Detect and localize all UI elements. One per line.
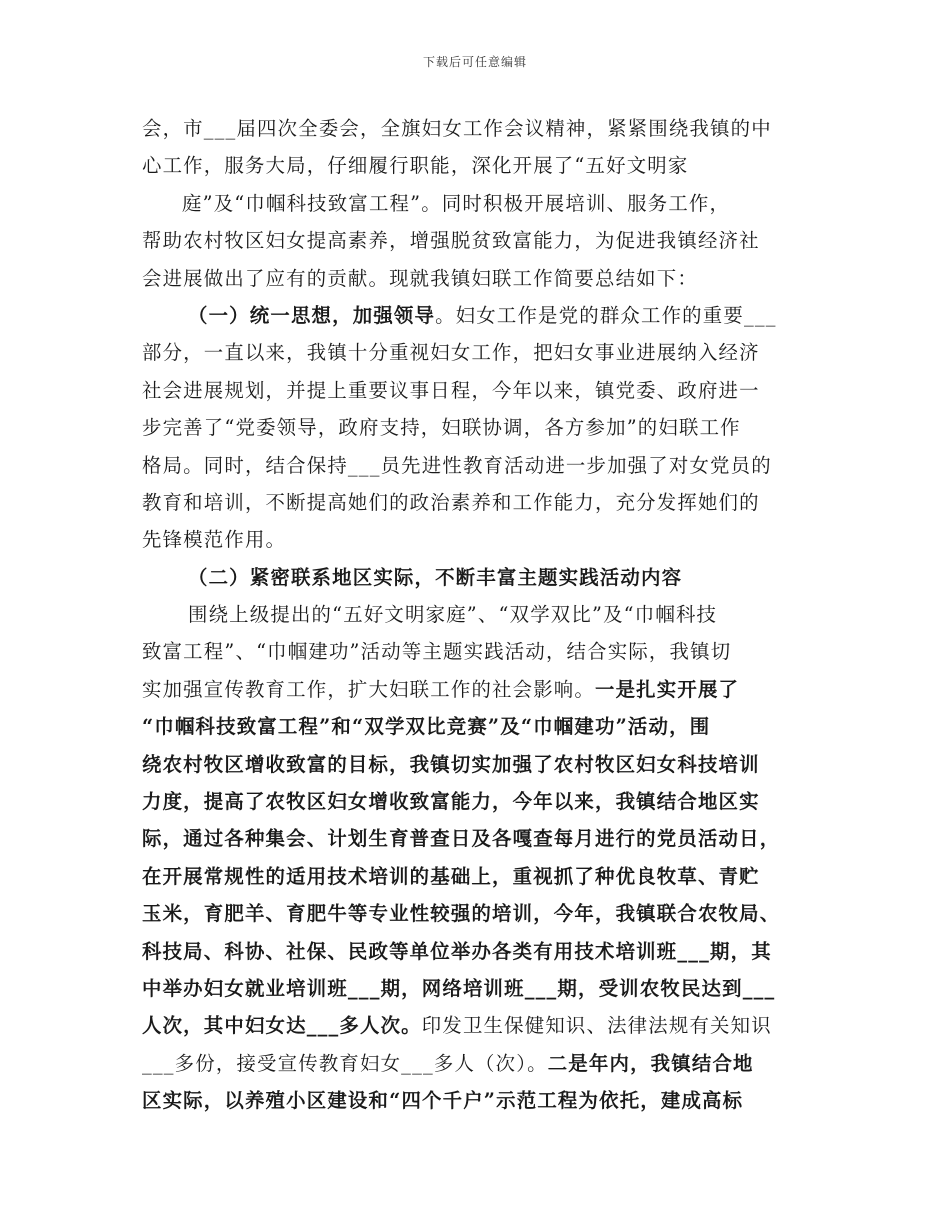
text-run: 。妇女工作是党的群众工作的重要___: [435, 303, 777, 327]
text-line: [142, 484, 818, 521]
text-line: [142, 521, 818, 558]
text-line: [142, 260, 818, 297]
bold-text-run: 绕农村牧区增收致富的目标，我镇切实加强了农村牧区妇女科技培训: [142, 752, 760, 776]
text-line: [142, 372, 818, 409]
text-run: 帮助农村牧区妇女提高素养，增强脱贫致富能力，为促进我镇经济社: [142, 229, 760, 253]
bold-text-run: 玉米，育肥羊、育肥牛等专业性较强的培训，今年，我镇联合农牧局、: [142, 902, 781, 926]
text-run: ___多份，接受宣传教育妇女___多人（次）。: [142, 1051, 548, 1075]
bold-text-run: 际，通过各种集会、计划生育普查日及各嘎查每月进行的党员活动日，: [142, 827, 781, 851]
bold-text-run: 一是扎实开展了: [595, 677, 740, 701]
text-run: 实加强宣传教育工作，扩大妇联工作的社会影响。: [142, 677, 595, 701]
text-line: [142, 110, 818, 147]
bold-text-run: 区实际，以养殖小区建设和“四个千户”示范工程为依托，建成高标: [142, 1089, 744, 1113]
text-run: 会进展做出了应有的贡献。现就我镇妇联工作简要总结如下：: [142, 266, 698, 290]
text-line: [142, 409, 818, 446]
text-line: [142, 671, 818, 708]
text-line: [142, 447, 818, 484]
text-run: 教育和培训，不断提高她们的政治素养和工作能力，充分发挥她们的: [142, 490, 760, 514]
text-run: 庭”及“巾帼科技致富工程”。同时积极开展培训、服务工作，: [182, 191, 731, 215]
text-line: [142, 334, 818, 371]
text-line: [142, 596, 818, 633]
text-line: [142, 297, 818, 334]
text-line: [142, 858, 818, 895]
text-run: 印发卫生保健知识、法律法规有关知识: [421, 1014, 772, 1038]
text-run: 社会进展规划，并提上重要议事日程，今年以来，镇党委、政府进一: [142, 378, 760, 402]
bold-text-run: 力度，提高了农牧区妇女增收致富能力，今年以来，我镇结合地区实: [142, 790, 760, 814]
bold-text-run: 人次，其中妇女达___多人次。: [142, 1014, 422, 1038]
text-run: 心工作，服务大局，仔细履行职能，深化开展了“五好文明家: [142, 154, 689, 178]
text-run: 围绕上级提出的“五好文明家庭”、“双学双比”及“巾帼科技: [188, 603, 718, 627]
text-line: [142, 633, 818, 670]
document-body: [142, 110, 818, 1120]
bold-text-run: 中举办妇女就业培训班___期，网络培训班___期，受训农牧民达到___: [142, 976, 776, 1000]
bold-text-run: 二是年内，我镇结合地: [547, 1051, 754, 1075]
text-line: [142, 1045, 818, 1082]
text-line: [142, 895, 818, 932]
bold-text-run: （二）紧密联系地区实际，不断丰富主题实践活动内容: [188, 565, 683, 589]
text-line: [142, 708, 818, 745]
text-line: [142, 1007, 818, 1044]
text-line: [142, 746, 818, 783]
text-line: [142, 1082, 818, 1119]
bold-text-run: 在开展常规性的适用技术培训的基础上，重视抓了种优良牧草、青贮: [142, 864, 760, 888]
text-run: 致富工程”、“巾帼建功”活动等主题实践活动，结合实际，我镇切: [142, 640, 732, 664]
text-run: 会，市___届四次全委会，全旗妇女工作会议精神，紧紧围绕我镇的中: [142, 117, 772, 140]
text-line: [142, 147, 818, 184]
text-line: [142, 559, 818, 596]
text-run: 格局。同时，结合保持___员先进性教育活动进一步加强了对女党员的: [142, 453, 772, 477]
bold-text-run: “巾帼科技致富工程”和“双学双比竞赛”及“巾帼建功”活动，围: [142, 715, 711, 739]
text-line: [142, 820, 818, 857]
bold-text-run: （一）统一思想，加强领导: [188, 303, 436, 327]
text-run: 步完善了“党委领导，政府支持，妇联协调，各方参加”的妇联工作: [142, 416, 741, 440]
text-run: 部分，一直以来，我镇十分重视妇女工作，把妇女事业进展纳入经济: [142, 341, 760, 365]
text-line: [142, 783, 818, 820]
text-line: [142, 970, 818, 1007]
page-header: 下载后可任意编辑: [422, 55, 527, 69]
bold-text-run: 科技局、科协、社保、民政等单位举办各类有用技术培训班___期，其: [142, 939, 772, 963]
text-line: [142, 222, 818, 259]
text-line: [142, 933, 818, 970]
text-run: 先锋模范作用。: [142, 528, 287, 552]
text-line: [142, 185, 818, 222]
